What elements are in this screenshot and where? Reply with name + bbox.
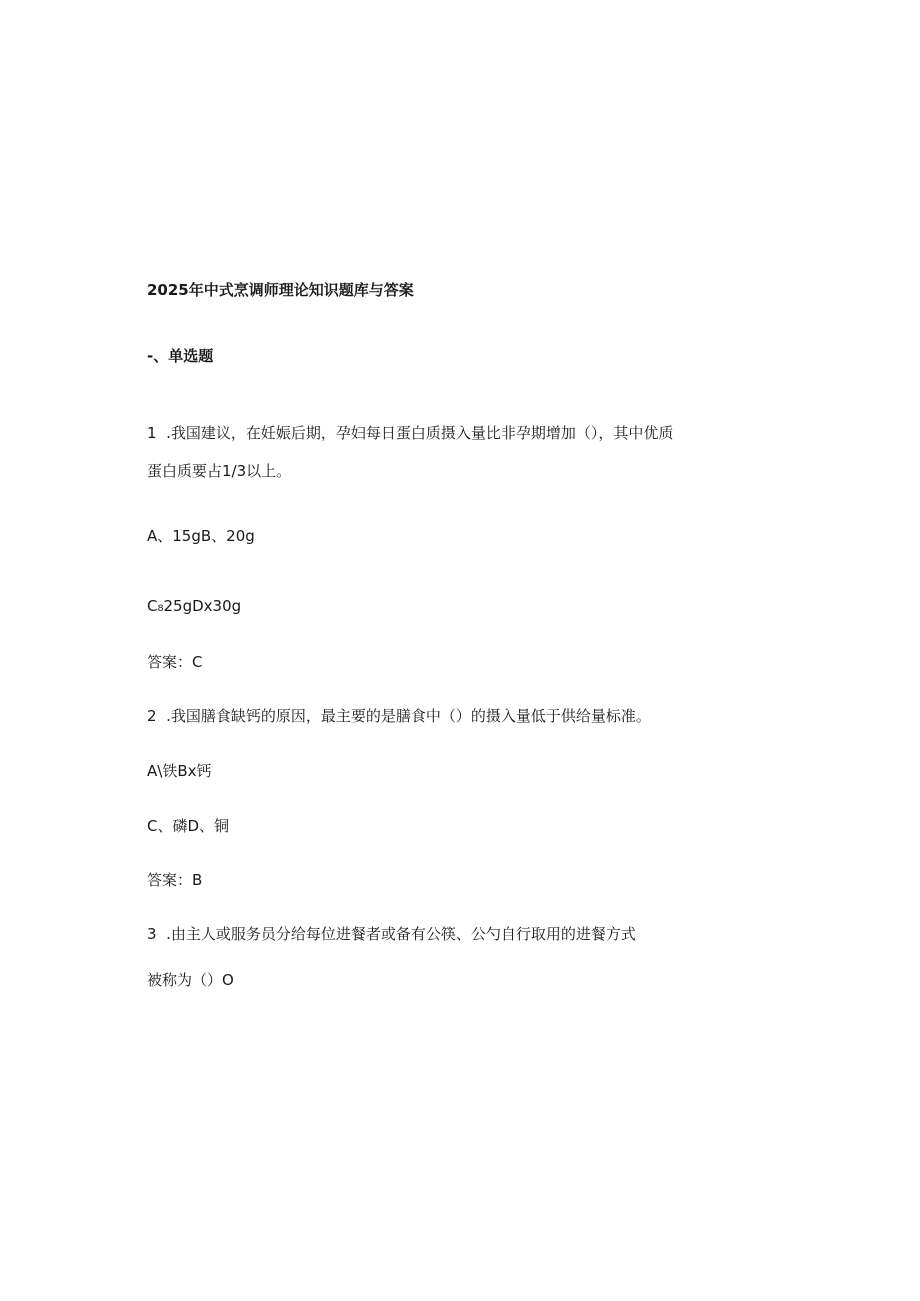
answer-options: A\铁Bx钙 <box>147 762 212 780</box>
answer-key: 答案：B <box>147 871 203 889</box>
question-stem: 蛋白质要占1/3以上。 <box>147 462 292 480</box>
answer-options: C₈25gDx30g <box>147 597 242 615</box>
question-stem: 被称为（）O <box>147 971 234 989</box>
question-stem: 2 .我国膳食缺钙的原因，最主要的是膳食中（）的摄入量低于供给量标准。 <box>147 707 651 725</box>
question-stem: 1 .我国建议，在妊娠后期，孕妇每日蛋白质摄入量比非孕期增加（），其中优质 <box>147 424 674 442</box>
question-stem: 3 .由主人或服务员分给每位进餐者或备有公筷、公勺自行取用的进餐方式 <box>147 925 636 943</box>
document-title: 2025年中式烹调师理论知识题库与答案 <box>147 281 414 299</box>
section-heading: -、单选题 <box>147 347 214 365</box>
answer-key: 答案：C <box>147 653 203 671</box>
answer-options: C、磷D、铜 <box>147 817 230 835</box>
answer-options: A、15gB、20g <box>147 527 255 545</box>
